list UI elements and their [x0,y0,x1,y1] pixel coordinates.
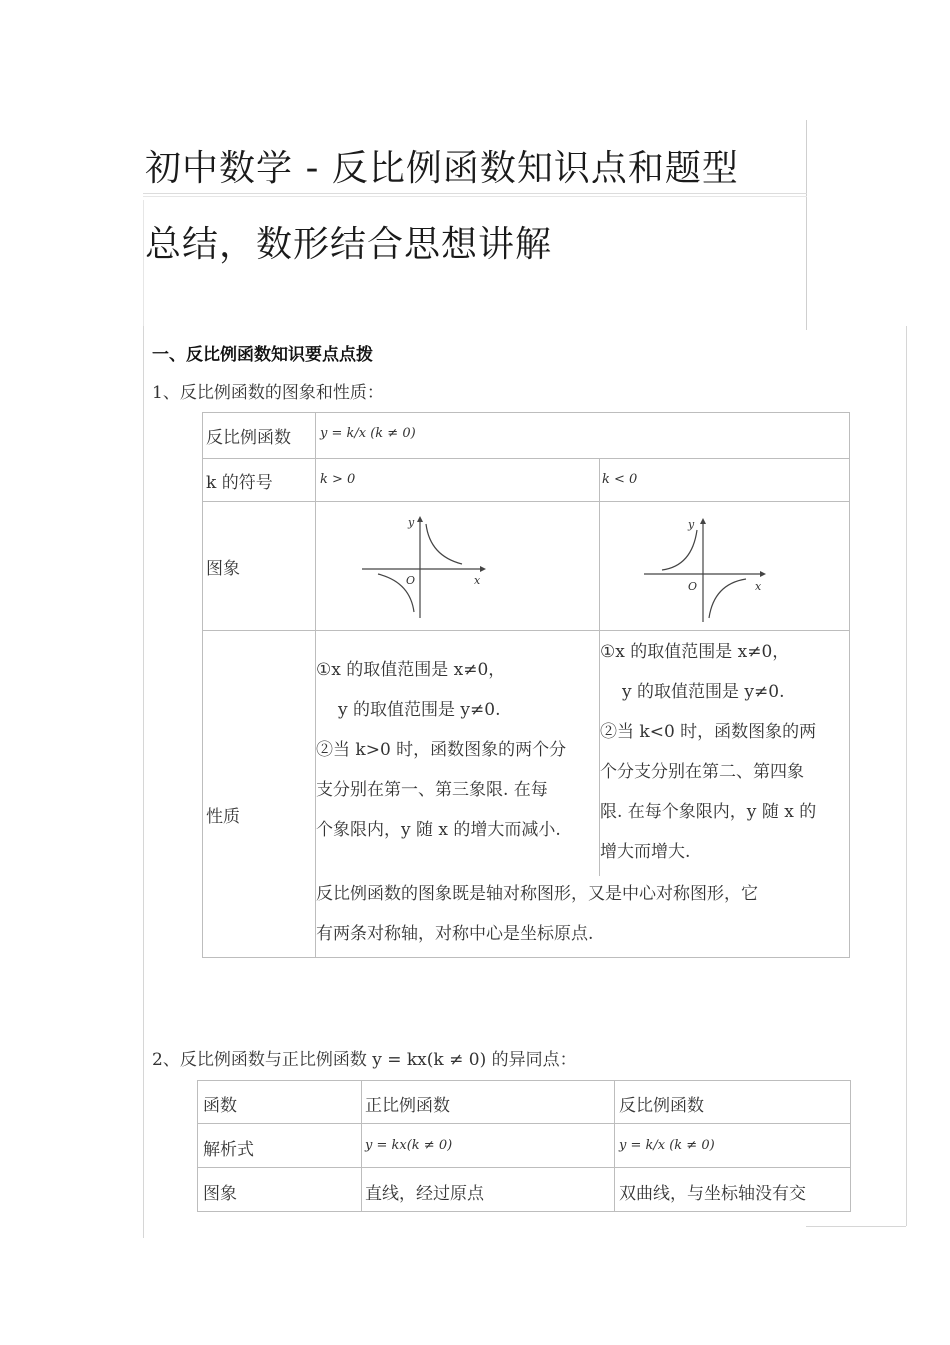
prop-neg-line: 个分支分别在第二、第四象 [600,762,804,782]
t2-header-func: 函数 [203,1096,237,1116]
t2-header-direct: 正比例函数 [365,1096,450,1116]
origin-label-neg: O [688,580,698,593]
prop-neg-line: ①x 的取值范围是 x≠0， [600,642,790,662]
t2-graph-inverse: 双曲线，与坐标轴没有交 [619,1184,806,1204]
axis-y-label-pos: y [408,516,415,529]
properties-table [202,412,850,958]
comparison-table [197,1080,851,1212]
title-frame-right [806,120,807,330]
row-func-formula: y = k/x (k ≠ 0) [320,426,416,441]
prop-pos-line: ②当 k>0 时，函数图象的两个分 [316,740,567,760]
t2-graph-direct: 直线，经过原点 [365,1184,484,1204]
row-sign-label: k 的符号 [206,473,273,493]
section-heading: 一、反比例函数知识要点点拨 [152,345,373,365]
t2-graph-label: 图象 [203,1184,237,1204]
hyperbola-k-negative-graph [642,512,772,624]
prop-neg-line: ②当 k<0 时，函数图象的两 [600,722,817,742]
prop-pos-line: ①x 的取值范围是 x≠0， [316,660,506,680]
origin-label-pos: O [406,574,416,587]
axis-x-label-pos: x [474,574,481,587]
hyperbola-k-positive-graph [362,512,492,622]
row-graph-label: 图象 [206,559,240,579]
title-frame-left [143,200,144,330]
t2-expr-label: 解析式 [203,1140,254,1160]
prop-pos-line: 支分别在第一、第三象限. 在每 [316,780,548,800]
k-positive: k > 0 [320,472,356,487]
section-frame-right [906,326,907,1226]
title-frame-sep1 [143,193,807,194]
prop-neg-line: 限. 在每个象限内，y 随 x 的 [600,802,817,822]
prop-positive [316,650,598,850]
row-func-label: 反比例函数 [206,428,291,448]
prop-negative [600,632,850,872]
doc-title-line1: 初中数学 - 反比例函数知识点和题型 [145,148,739,189]
section-frame-left [143,326,144,1238]
t2-expr-inverse: y = k/x (k ≠ 0) [619,1138,715,1153]
subheading-1: 1、反比例函数的图象和性质： [152,383,384,403]
axis-y-label-neg: y [688,518,695,531]
prop-pos-line: y 的取值范围是 y≠0. [338,700,501,720]
prop-common-line: 反比例函数的图象既是轴对称图形，又是中心对称图形，它 [316,884,758,904]
prop-pos-line: 个象限内，y 随 x 的增大而减小. [316,820,561,840]
axis-x-label-neg: x [755,580,762,593]
row-prop-label: 性质 [206,807,240,827]
title-frame-sep2 [143,196,807,197]
prop-neg-line: y 的取值范围是 y≠0. [622,682,785,702]
prop-neg-line: 增大而增大. [600,842,691,862]
k-negative: k < 0 [602,472,638,487]
prop-common-line: 有两条对称轴，对称中心是坐标原点. [316,924,594,944]
doc-title-line2: 总结，数形结合思想讲解 [145,224,553,265]
t2-header-inverse: 反比例函数 [619,1096,704,1116]
t2-expr-direct: y = kx(k ≠ 0) [365,1138,453,1153]
subheading-2: 2、反比例函数与正比例函数 y = kx(k ≠ 0) 的异同点： [152,1050,577,1070]
prop-common [316,874,848,954]
section-frame-bottom [806,1226,906,1227]
